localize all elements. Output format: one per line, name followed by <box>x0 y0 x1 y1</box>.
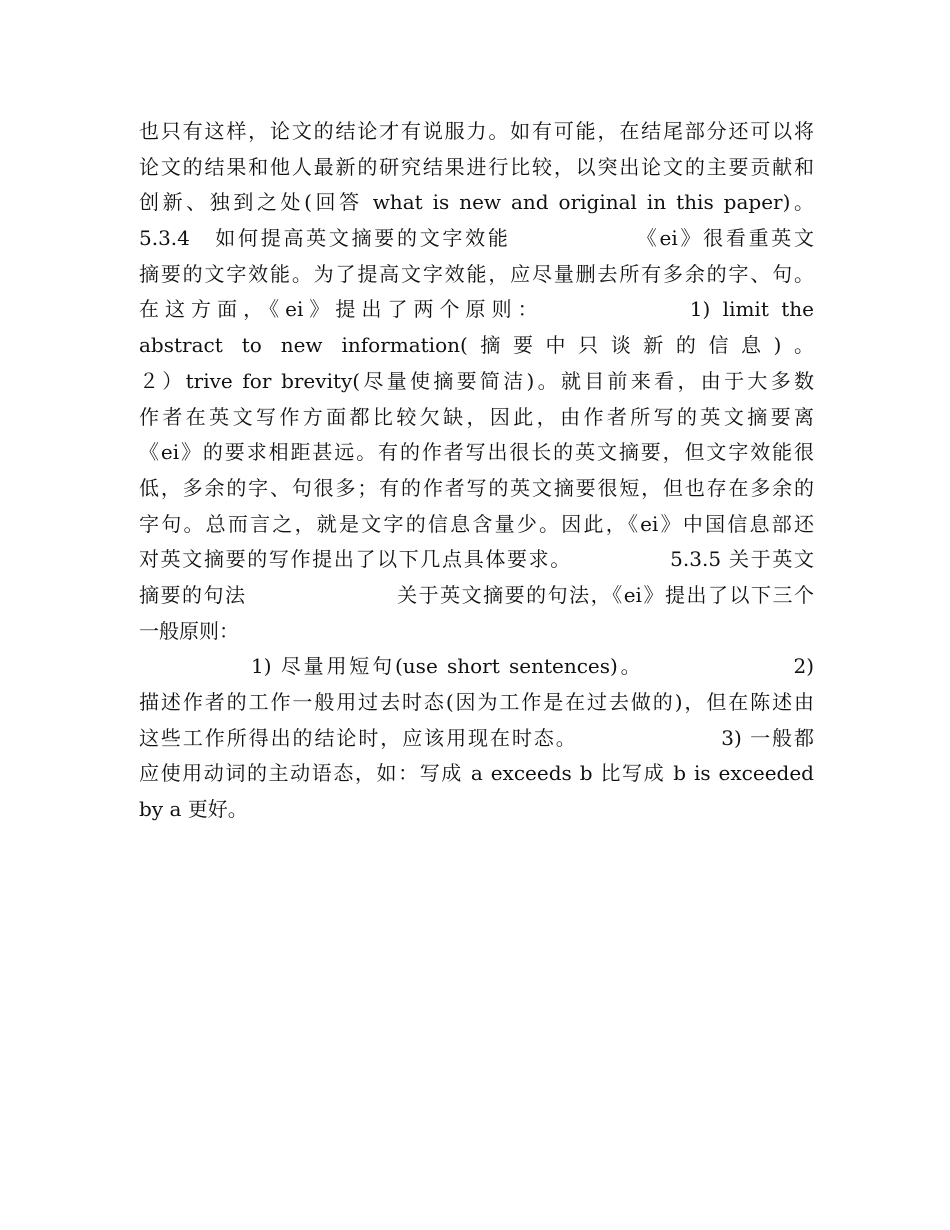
text-line: 描述作者的工作一般用过去时态(因为工作是在过去做的)，但在陈述由 <box>139 690 814 714</box>
text-line: 对英文摘要的写作提出了以下几点具体要求。 5.3.5 关于英文 <box>139 547 814 572</box>
text-line: 1) 尽量用短句(use short sentences)。 2) <box>251 654 814 679</box>
text-line: ２）trive for brevity(尽量使摘要简洁)。就目前来看，由于大多数 <box>139 368 814 393</box>
text-line: 5.3.4 如何提高英文摘要的文字效能 《ei》很看重英文 <box>139 226 814 251</box>
text-line: 摘要的文字效能。为了提高文字效能，应尽量删去所有多余的字、句。 <box>139 261 814 286</box>
text-line: 作者在英文写作方面都比较欠缺，因此，由作者所写的英文摘要离 <box>139 404 814 429</box>
document-body <box>139 114 814 828</box>
text-line: 应使用动词的主动语态，如：写成 a exceeds b 比写成 b is exceeded <box>139 761 814 786</box>
text-line: by a 更好。 <box>139 797 248 822</box>
text-line: abstract to new information(摘要中只谈新的信息)。 <box>139 333 814 358</box>
text-line: 创新、独到之处(回答 what is new and original in this paper)。 <box>139 190 814 215</box>
text-line: 也只有这样，论文的结论才有说服力。如有可能，在结尾部分还可以将 <box>139 119 814 143</box>
text-line: 字句。总而言之，就是文字的信息含量少。因此，《ei》中国信息部还 <box>139 511 814 536</box>
text-line: 这些工作所得出的结论时，应该用现在时态。 3) 一般都 <box>139 725 814 750</box>
text-line: 摘要的句法 关于英文摘要的句法，《ei》提出了以下三个 <box>139 582 814 607</box>
text-line: 《ei》的要求相距甚远。有的作者写出很长的英文摘要，但文字效能很 <box>139 440 814 465</box>
text-line: 低，多余的字、句很多；有的作者写的英文摘要很短，但也存在多余的 <box>139 475 814 500</box>
text-line: 一般原则： <box>139 618 239 643</box>
text-line: 论文的结果和他人最新的研究结果进行比较，以突出论文的主要贡献和 <box>139 154 814 179</box>
text-line: 在这方面，《ei》提出了两个原则： 1) limit the <box>139 297 814 322</box>
